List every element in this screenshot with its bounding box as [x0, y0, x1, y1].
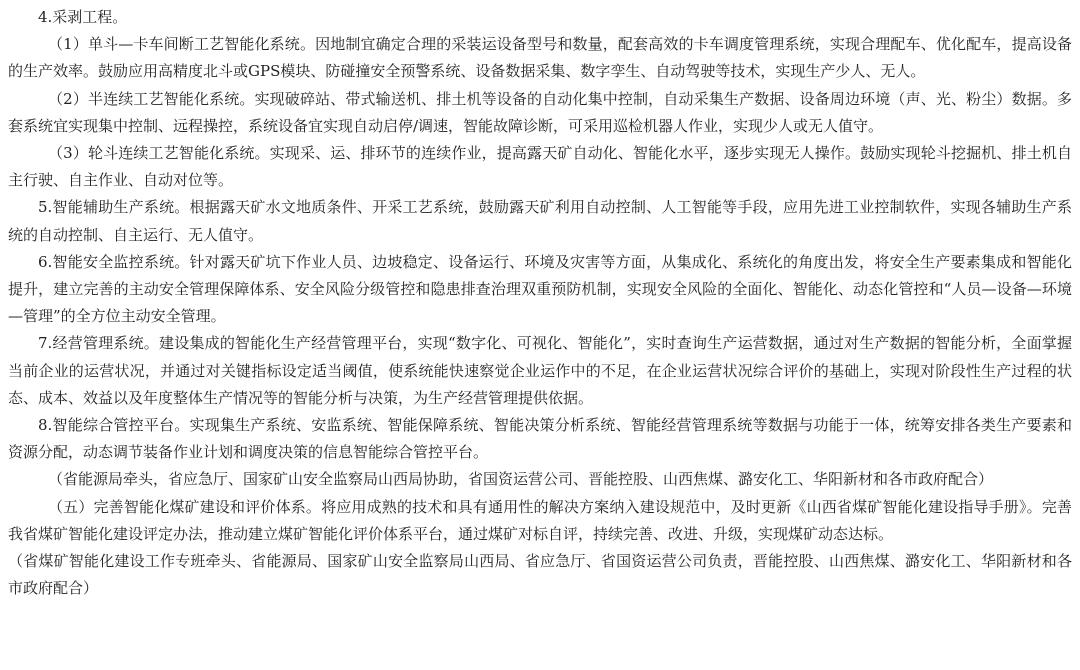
paragraph-auxiliary-production: 5.智能辅助生产系统。根据露天矿水文地质条件、开采工艺系统，鼓励露天矿利用自动控制、人工智能等手段，应用先进工业控制软件，实现各辅助生产系统的自动控制、自主运行、无人值守。: [8, 198, 1072, 244]
paragraph-responsible-parties-2: （省煤矿智能化建设工作专班牵头、省能源局、国家矿山安全监察局山西局、省应急厅、省国资运营公司负责，晋能控股、山西焦煤、潞安化工、华阳新材和各市政府配合）: [8, 552, 1072, 598]
paragraph-responsible-parties-1: （省能源局牵头，省应急厅、国家矿山安全监察局山西局协助，省国资运营公司、晋能控股、山西焦煤、潞安化工、华阳新材和各市政府配合）: [48, 470, 994, 489]
paragraph-truck-shovel-system: （1）单斗—卡车间断工艺智能化系统。因地制宜确定合理的采装运设备型号和数量，配套高效的卡车调度管理系统，实现合理配车、优化配车，提高设备的生产效率。鼓励应用高精度北斗或GPS模块、防碰撞安全预警系统、设备数据采集、数字孪生、自动驾驶等技术，实现生产少人、无人。: [8, 35, 1072, 81]
paragraph-evaluation-system: （五）完善智能化煤矿建设和评价体系。将应用成熟的技术和具有通用性的解决方案纳入建设规范中，及时更新《山西省煤矿智能化建设指导手册》。完善我省煤矿智能化建设评定办法，推动建立煤矿智能化评价体系平台，通过煤矿对标自评，持续完善、改进、升级，实现煤矿动态达标。: [8, 497, 1072, 543]
paragraph-semi-continuous-system: （2）半连续工艺智能化系统。实现破碎站、带式输送机、排土机等设备的自动化集中控制，自动采集生产数据、设备周边环境（声、光、粉尘）数据。多套系统宜实现集中控制、远程操控，系统设备宜实现自动启停/调速，智能故障诊断，可采用巡检机器人作业，实现少人或无人值守。: [8, 89, 1072, 135]
paragraph-business-management: 7.经营管理系统。建设集成的智能化生产经营管理平台，实现“数字化、可视化、智能化”，实时查询生产运营数据，通过对生产数据的智能分析，全面掌握当前企业的运营状况，并通过对关键指标设定适当阈值，使系统能快速察觉企业运作中的不足，在企业运营状况综合评价的基础上，实现对阶段性生产过程的状态、成本、效益以及年度整体生产情况等的智能分析与决策，为生产经营管理提供依据。: [8, 334, 1072, 407]
paragraph-integrated-control-platform: 8.智能综合管控平台。实现集生产系统、安监系统、智能保障系统、智能决策分析系统、智能经营管理系统等数据与功能于一体，统筹安排各类生产要素和资源分配，动态调节装备作业计划和调度决策的信息智能综合管控平台。: [8, 416, 1072, 462]
paragraph-continuous-system: （3）轮斗连续工艺智能化系统。实现采、运、排环节的连续作业，提高露天矿自动化、智能化水平，逐步实现无人操作。鼓励实现轮斗挖掘机、排土机自主行驶、自主作业、自动对位等。: [8, 144, 1072, 190]
heading-mining-engineering: 4.采剥工程。: [38, 8, 128, 26]
paragraph-safety-monitoring: 6.智能安全监控系统。针对露天矿坑下作业人员、边坡稳定、设备运行、环境及灾害等方面，从集成化、系统化的角度出发，将安全生产要素集成和智能化提升，建立完善的主动安全管理保障体系、安全风险分级管控和隐患排查治理双重预防机制，实现安全风险的全面化、智能化、动态化管控和“人员—设备—环境—管理”的全方位主动安全管理。: [8, 252, 1072, 326]
